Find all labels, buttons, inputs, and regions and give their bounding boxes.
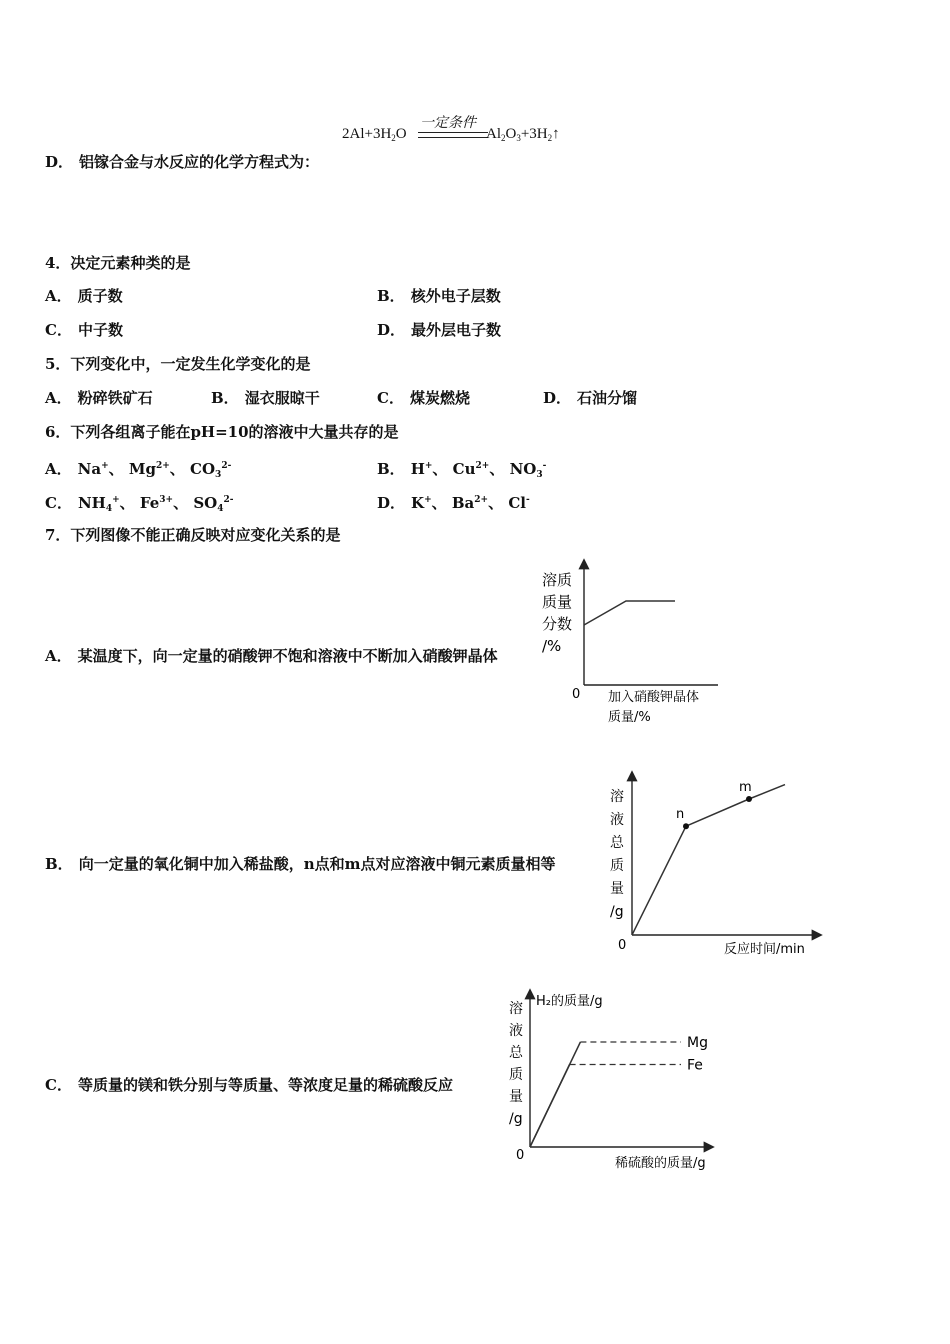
chart-b-y-label-line-3: 质 — [610, 858, 624, 874]
chart-b-origin: 0 — [618, 938, 627, 953]
chart-a-y-label-line-3: /% — [542, 637, 562, 655]
q7-option-a: A． 某温度下，向一定量的硝酸钾不饱和溶液中不断加入硝酸钾晶体 — [45, 647, 498, 665]
chart-a-y-label-line-2: 分数 — [542, 615, 573, 633]
chart-a-x-label-line-0: 加入硝酸钾晶体 — [608, 690, 700, 705]
chart-a — [540, 555, 730, 735]
chart-a-origin: 0 — [572, 687, 581, 702]
q6-option-d: D． K+、 $Ba^{2+}$、 Cl- — [377, 494, 530, 512]
chart-b-x-label: 反应时间/min — [724, 942, 805, 957]
q5-option-c: C． 煤炭燃烧 — [377, 389, 470, 407]
chart-a-y-label-line-1: 质量 — [542, 593, 573, 611]
q3-option-d: D． 铝镓合金与水反应的化学方程式为： — [45, 153, 320, 171]
chart-b — [600, 765, 825, 965]
reaction-condition: 一定条件 — [420, 116, 476, 131]
chart-b-series-line — [632, 785, 785, 935]
chart-b-point-n — [683, 823, 689, 829]
chart-c-series-label-Fe: Fe — [687, 1057, 703, 1074]
q6-option-b: B． H+、 $Cu^{2+}$、 $NO_3^-$ — [377, 460, 547, 480]
chart-b-point-m — [746, 796, 752, 802]
chart-a-x-label-line-1: 质量/% — [608, 710, 651, 725]
q5-option-a: A． 粉碎铁矿石 — [45, 389, 153, 407]
equation-right: $Al_2O_3+3H_2↑$ — [486, 126, 560, 143]
q6-option-a: A． Na+、 $Mg^{2+}$、 $CO_3^{2-}$ — [45, 460, 232, 480]
q6-option-c: C． $NH_4^+$、 $Fe^{3+}$、 $SO_4^{2-}$ — [45, 494, 234, 514]
q7-stem: 7．下列图像不能正确反映对应变化关系的是 — [45, 526, 341, 544]
q7-option-b: B． 向一定量的氧化铜中加入稀盐酸，n点和m点对应溶液中铜元素质量相等 — [45, 855, 556, 873]
q4-option-c: C． 中子数 — [45, 321, 123, 339]
chart-b-point-label-n: n — [676, 807, 685, 823]
chart-c-y-label-line-3: 质 — [509, 1067, 523, 1083]
reaction-equation — [340, 112, 590, 148]
q5-option-d: D． 石油分馏 — [543, 389, 638, 407]
q5-stem: 5．下列变化中，一定发生化学变化的是 — [45, 355, 311, 373]
chart-b-point-label-m: m — [739, 780, 752, 795]
chart-c-y-label — [509, 1000, 524, 1127]
chart-b-y-label-line-2: 总 — [610, 835, 624, 851]
chart-c-rise-Fe — [530, 1065, 570, 1148]
chart-c-origin: 0 — [516, 1148, 525, 1163]
q4-option-a: A． 质子数 — [45, 287, 123, 305]
equation-left: $2Al+3H_2O$ — [342, 126, 407, 143]
q4-stem: 4．决定元素种类的是 — [45, 254, 191, 272]
chart-b-y-label-line-5: /g — [610, 904, 624, 920]
chart-a-x-label — [608, 689, 699, 725]
q4-option-d: D． 最外层电子数 — [377, 321, 502, 339]
chart-a-y-label — [542, 571, 572, 655]
chart-c-y-label-line-5: /g — [509, 1111, 523, 1127]
q5-option-b: B． 湿衣服晾干 — [211, 389, 320, 407]
chart-b-y-label — [610, 788, 625, 920]
chart-c-y-label-line-2: 总 — [509, 1045, 523, 1061]
chart-a-y-label-line-0: 溶质 — [542, 571, 573, 589]
chart-b-y-label-line-4: 量 — [610, 881, 624, 897]
chart-c — [500, 985, 730, 1175]
chart-a-series-line — [584, 601, 675, 625]
q6-stem: 6．下列各组离子能在pH=10的溶液中大量共存的是 — [45, 423, 399, 441]
chart-b-y-label-line-0: 溶 — [610, 789, 624, 805]
equation-double-line — [418, 132, 488, 138]
chart-c-series-label-Mg: Mg — [687, 1035, 708, 1051]
chart-c-x-label: 稀硫酸的质量/g — [615, 1156, 706, 1171]
q7-option-c: C． 等质量的镁和铁分别与等质量、等浓度足量的稀硫酸反应 — [45, 1076, 453, 1094]
q4-option-b: B． 核外电子层数 — [377, 287, 501, 305]
chart-b-y-label-line-1: 液 — [610, 812, 624, 828]
chart-c-title: H₂的质量/g — [536, 994, 603, 1009]
chart-c-y-label-line-0: 溶 — [509, 1001, 523, 1017]
chart-c-y-label-line-1: 液 — [509, 1023, 523, 1039]
chart-c-y-label-line-4: 量 — [509, 1089, 523, 1105]
